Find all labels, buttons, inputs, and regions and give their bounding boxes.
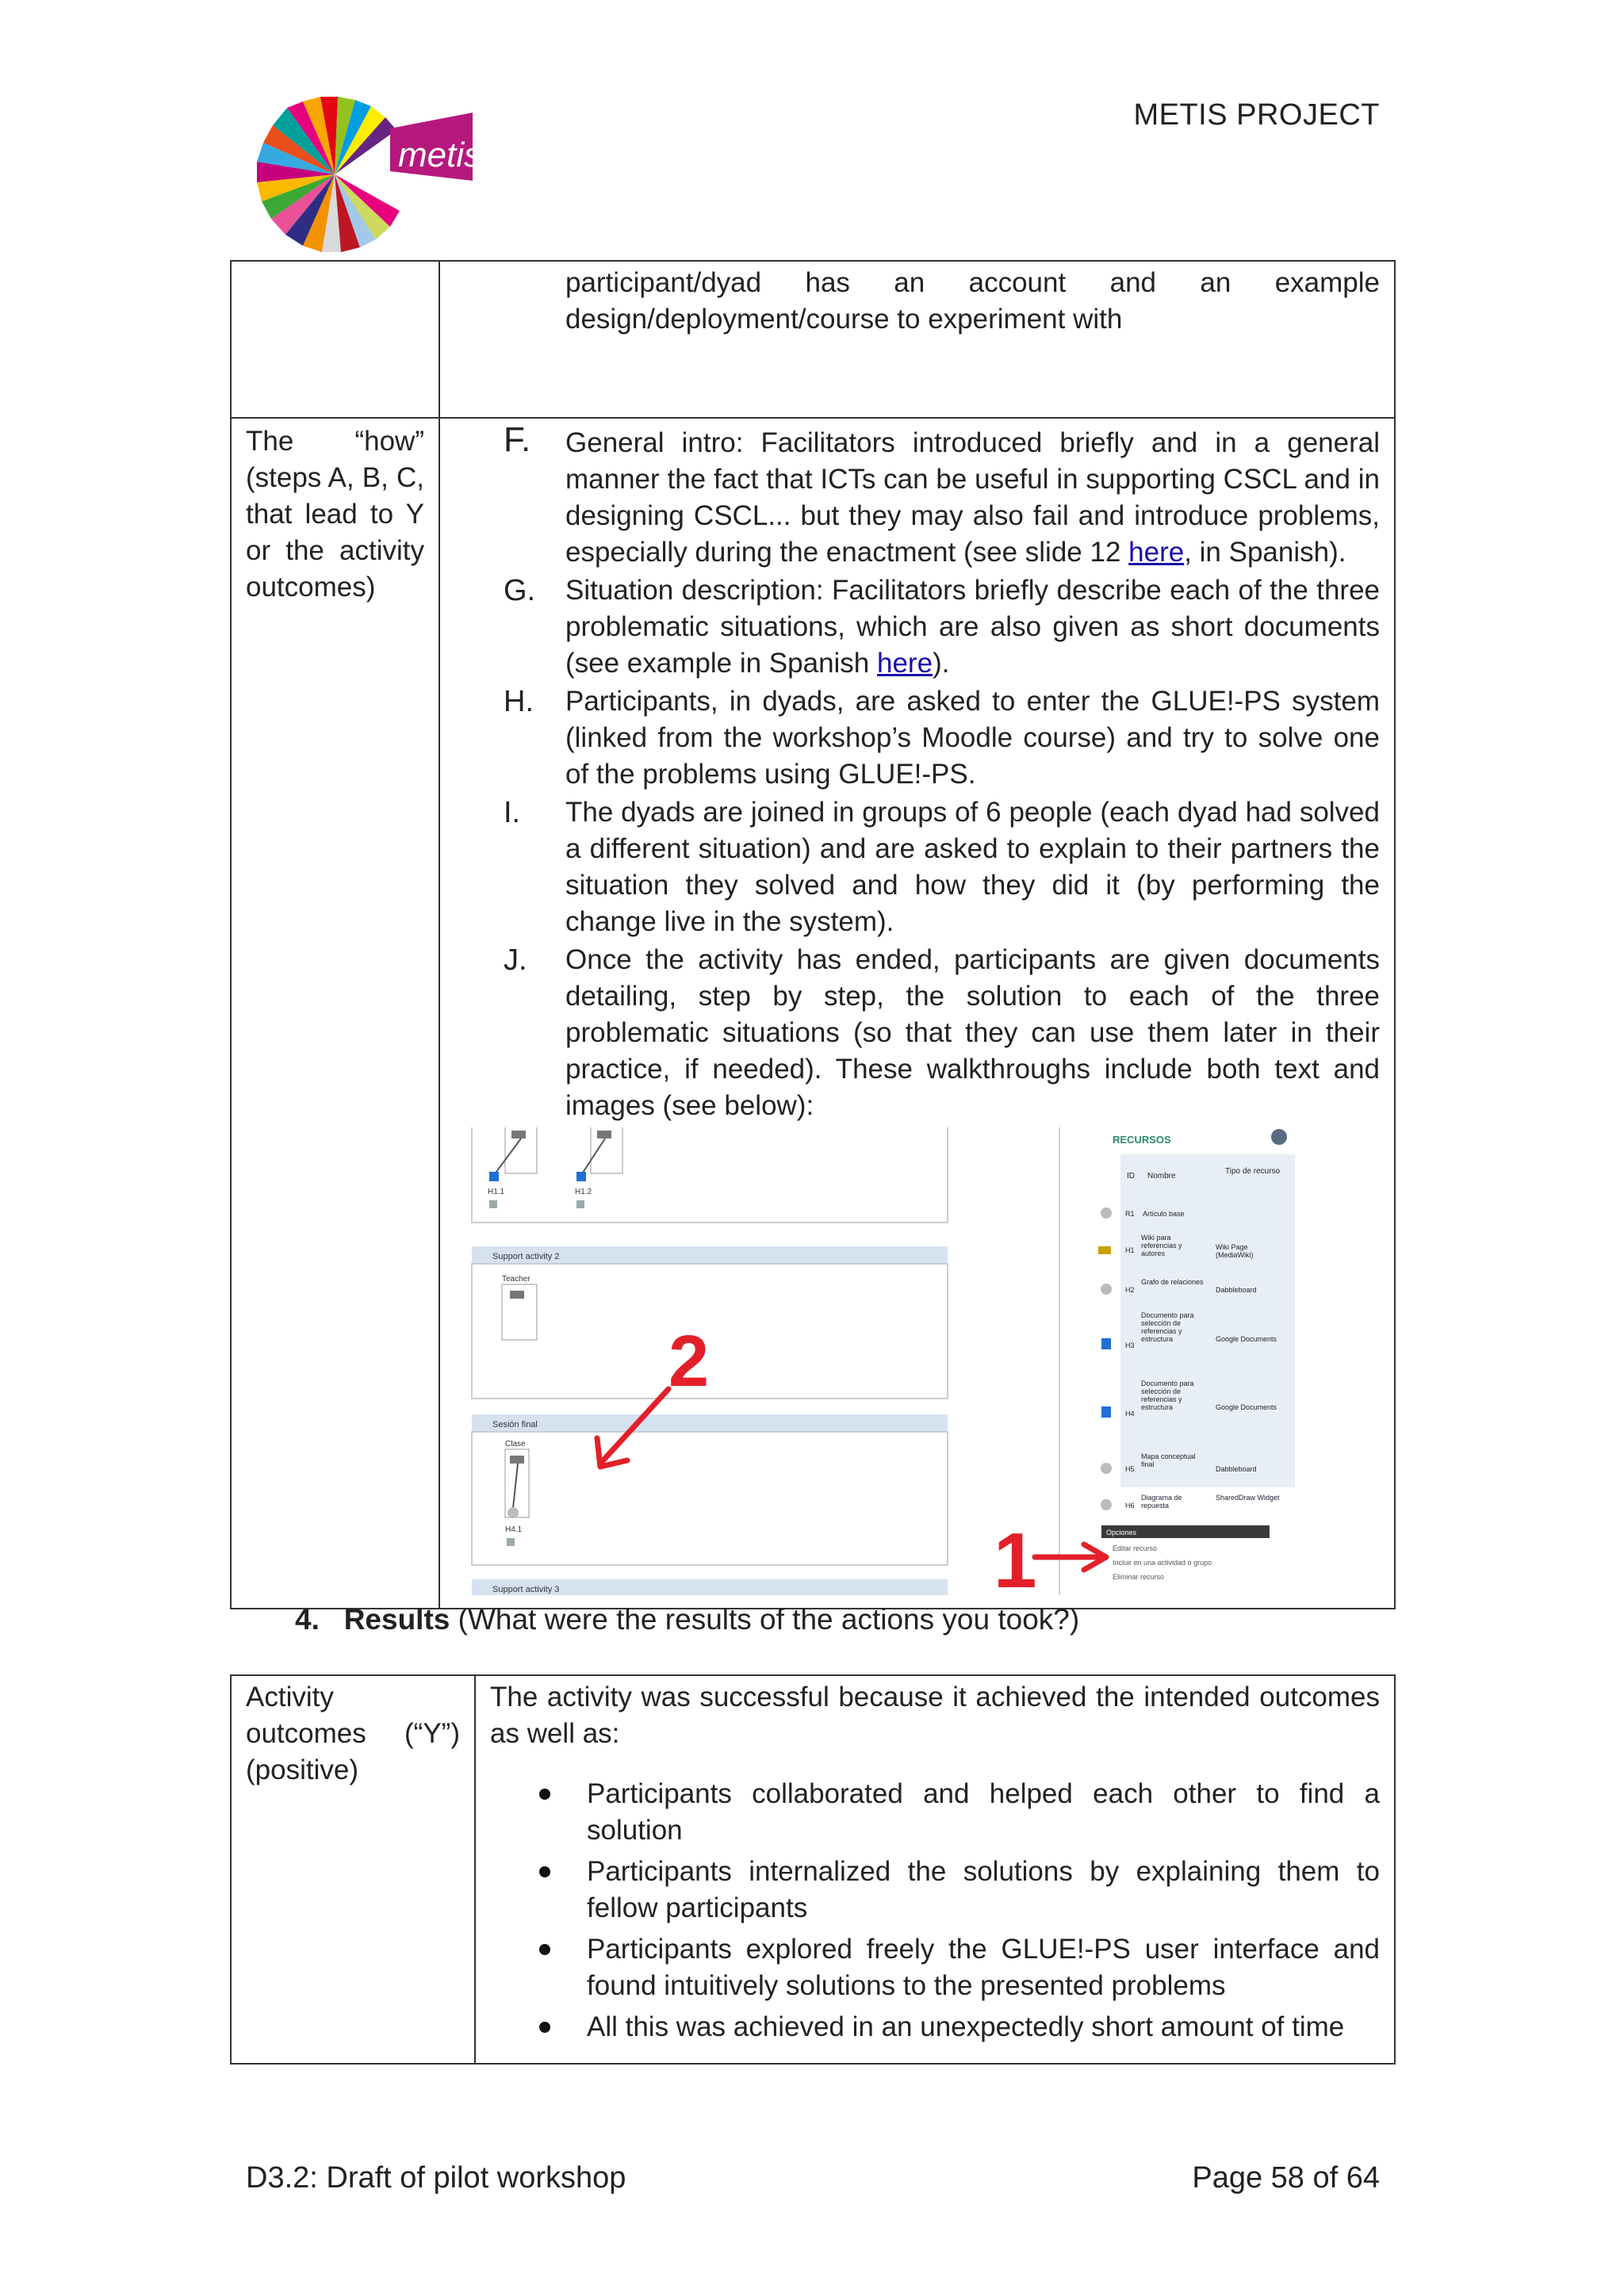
continued-text: participant/dyad has an account and an example design/deployment/course to experiment with bbox=[565, 267, 1380, 335]
row-id: H4 bbox=[1125, 1410, 1135, 1418]
results-number: 4. bbox=[295, 1603, 320, 1636]
step-letter: I. bbox=[504, 796, 521, 829]
step-letter: G. bbox=[504, 574, 536, 607]
menu-item-delete[interactable]: Eliminar recurso bbox=[1113, 1573, 1165, 1581]
step-text: The dyads are joined in groups of 6 people (each dyad had solved a different situation) and are asked to explain to their partners the situation they solved and how they did it (by performing the change live in the system). bbox=[565, 797, 1380, 937]
results-subtitle: (What were the results of the actions you took?) bbox=[450, 1603, 1080, 1636]
logo-text: metis bbox=[398, 136, 476, 174]
step-letter: J. bbox=[504, 943, 527, 977]
list-item: Participants collaborated and helped each other to find a solution bbox=[490, 1776, 1380, 1849]
outcomes-cell bbox=[475, 1675, 1395, 2064]
act2-label: H1.2 bbox=[575, 1188, 592, 1196]
row-type: Google Documents bbox=[1216, 1335, 1277, 1343]
design-panel bbox=[470, 1127, 954, 1595]
step-text: Participants, in dyads, are asked to enter the GLUE!-PS system (linked from the workshop’s Moodle course) and try to solve one of the problems using GLUE!-PS. bbox=[565, 686, 1380, 790]
row-type: SharedDraw Widget bbox=[1216, 1494, 1280, 1502]
arrow-two-label: 2 bbox=[668, 1321, 710, 1402]
results-title: Results bbox=[343, 1603, 450, 1636]
list-item: Participants explored freely the GLUE!-PS user interface and found intuitively solutions to the presented problems bbox=[490, 1931, 1380, 2004]
step-text: Once the activity has ended, participants are given documents detailing, step by step, the solution to each of the three problematic situations (so that they can use them later in their practice, if needed). These walkthroughs include both text and images (see below): bbox=[565, 944, 1380, 1121]
walkthrough-figure bbox=[454, 1127, 1344, 1595]
list-item bbox=[504, 794, 1380, 940]
arrow-one bbox=[994, 1508, 1113, 1595]
slide-link[interactable]: here bbox=[1128, 537, 1185, 568]
table-row bbox=[231, 418, 1395, 1609]
row-type: Dabbleboard bbox=[1216, 1286, 1257, 1294]
how-label: The “how” (steps A, B, C, that lead to Y or the activity outcomes) bbox=[231, 418, 439, 1609]
col-type: Tipo de recurso bbox=[1225, 1167, 1281, 1176]
row-name: Artículo base bbox=[1143, 1210, 1185, 1218]
step-text: Situation description: Facilitators briefly describe each of the three problematic situations, which are also given as short documents (see example in Spanish bbox=[565, 575, 1380, 679]
outcomes-label: Activity outcomes (“Y”) (positive) bbox=[231, 1675, 475, 2064]
list-item bbox=[504, 942, 1380, 1124]
row-id: H2 bbox=[1125, 1286, 1135, 1294]
outcomes-list bbox=[490, 1776, 1380, 2045]
steps-cell bbox=[439, 418, 1395, 1609]
row-name: Wiki para referencias y autores bbox=[1141, 1234, 1182, 1257]
row-id: R1 bbox=[1125, 1210, 1135, 1218]
activity-steps-table bbox=[230, 260, 1396, 1609]
session-label: Sesión final bbox=[492, 1420, 538, 1429]
teacher-label: Teacher bbox=[502, 1275, 530, 1284]
row-name: Documento para selección de referencias y estructura bbox=[1141, 1380, 1194, 1411]
row-id: H6 bbox=[1125, 1502, 1135, 1510]
table-cell-right bbox=[439, 261, 1395, 418]
resources-title: RECURSOS bbox=[1113, 1134, 1171, 1146]
support2-label: Support activity 2 bbox=[492, 1252, 560, 1261]
example-link[interactable]: here bbox=[877, 648, 933, 679]
row-name: Grafo de relaciones bbox=[1141, 1278, 1204, 1286]
table-cell-left bbox=[231, 261, 439, 418]
list-item: All this was achieved in an unexpectedly short amount of time bbox=[490, 2009, 1380, 2045]
steps-list bbox=[504, 420, 1380, 1124]
table-row bbox=[231, 261, 1395, 418]
resource-row bbox=[1101, 1207, 1185, 1219]
step-text: , in Spanish). bbox=[1184, 537, 1346, 568]
col-name: Nombre bbox=[1147, 1172, 1176, 1181]
row-name: Mapa conceptual final bbox=[1141, 1452, 1196, 1468]
footer-page-number: Page 58 of 64 bbox=[1192, 2161, 1380, 2195]
resource-row bbox=[1101, 1494, 1282, 1517]
step-text: General intro: Facilitators introduced briefly and in a general manner the fact that ICTs can be useful in supporting CSCL and in designing CSCL... but they may also fail and introduce problems, especially during the enactment (see slide 12 bbox=[565, 427, 1380, 568]
support3-label: Support activity 3 bbox=[492, 1585, 560, 1594]
h41-label: H4.1 bbox=[505, 1525, 523, 1534]
row-type: Google Documents bbox=[1216, 1403, 1277, 1411]
row-id: H1 bbox=[1125, 1246, 1135, 1254]
design-panel-graphic bbox=[470, 1127, 954, 1595]
list-item bbox=[504, 572, 1380, 682]
list-item bbox=[504, 683, 1380, 793]
step-text: ). bbox=[933, 648, 950, 679]
metis-logo bbox=[246, 94, 476, 260]
menu-item-include[interactable]: Incluir en una actividad o grupo bbox=[1113, 1559, 1212, 1567]
list-item bbox=[504, 420, 1380, 571]
metis-logo-graphic bbox=[246, 94, 476, 260]
row-name: Diagrama de repuesta bbox=[1141, 1494, 1182, 1510]
row-id: H3 bbox=[1125, 1341, 1135, 1349]
arrow-one-label: 1 bbox=[994, 1517, 1037, 1595]
step-letter: H. bbox=[504, 685, 534, 718]
menu-title: Opciones bbox=[1106, 1529, 1137, 1536]
row-name: Documento para selección de referencias y estructura bbox=[1141, 1311, 1194, 1343]
menu-item-edit[interactable]: Editar recurso bbox=[1113, 1544, 1158, 1552]
results-heading bbox=[295, 1603, 1079, 1636]
footer-document-title: D3.2: Draft of pilot workshop bbox=[246, 2161, 626, 2195]
table-row bbox=[231, 1675, 1395, 2064]
outcomes-intro: The activity was successful because it achieved the intended outcomes as well as: bbox=[490, 1682, 1380, 1749]
act1-label: H1.1 bbox=[488, 1188, 505, 1196]
row-type: Wiki Page (MediaWiki) bbox=[1216, 1243, 1254, 1259]
row-type: Dabbleboard bbox=[1216, 1465, 1257, 1473]
col-id: ID bbox=[1127, 1172, 1135, 1181]
results-table bbox=[230, 1674, 1396, 2064]
step-letter: F. bbox=[504, 420, 531, 459]
class-label: Clase bbox=[505, 1440, 526, 1448]
list-item: Participants internalized the solutions by explaining them to fellow participants bbox=[490, 1854, 1380, 1927]
row-id: H5 bbox=[1125, 1465, 1135, 1473]
header-title: METIS PROJECT bbox=[1133, 98, 1380, 132]
